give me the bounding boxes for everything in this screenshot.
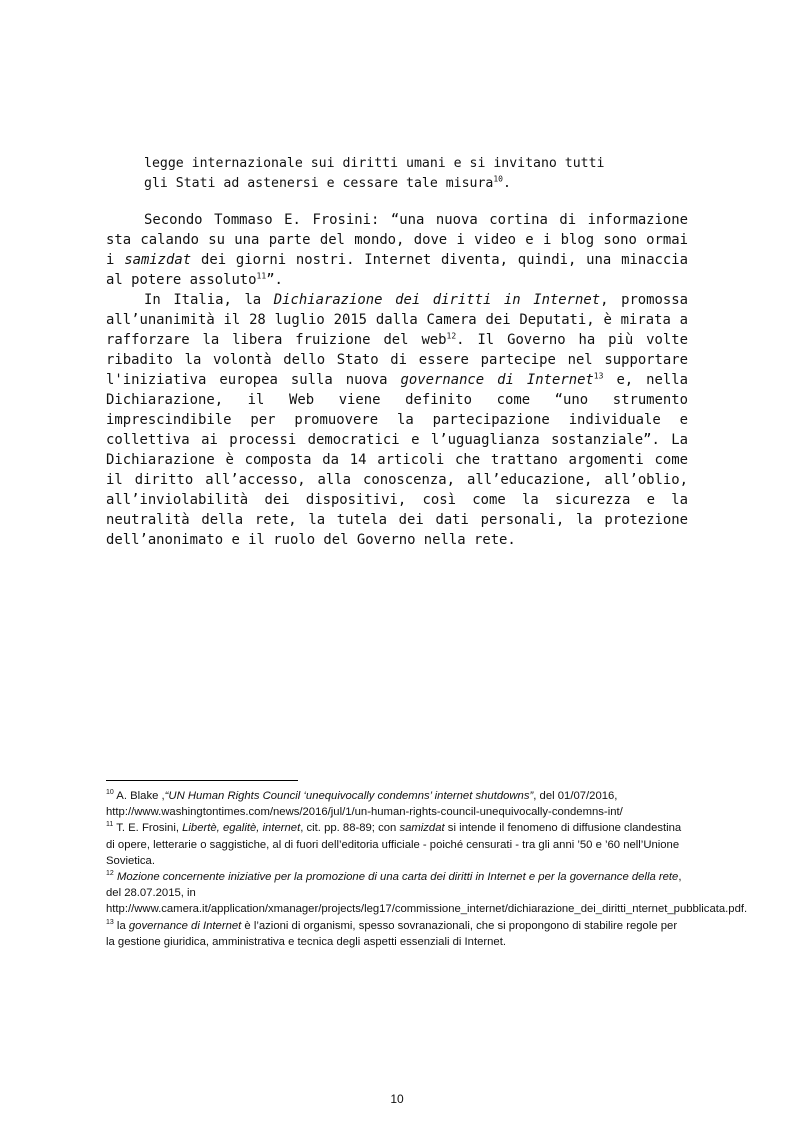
paragraph-dichiarazione: In Italia, la Dichiarazione dei diritti in Internet, promossa all’unanimità il 28 luglio 2015 dalla Camera dei Deputati, è mirata a rafforzare la libera fruizione del web$^{12}$. Il Governo ha più volte ribadito la volontà dello Stato di essere partecipe nel supportare l'iniziativa europea sulla nuova governance di Internet$^{13}$ e, nella Dichiarazione, il Web viene definito come “uno strumento imprescindibile per promuovere la partecipazione individuale e collettiva ai processi democratici e l’uguaglianza sostanziale”. La Dichiarazione è composta da 14 articoli che trattano argomenti come il diritto all’accesso, alla conoscenza, all’educazione, all’oblio, all’inviolabilità dei dispositivi, così come la sicurezza e la neutralità della rete, la tutela dei dati personali, la protezione dell’anonimato e il ruolo del Governo nella rete. xyxy=(106,292,688,548)
footnote-separator xyxy=(106,780,298,781)
footnote-ref-12[interactable]: 12 xyxy=(446,331,457,341)
page-number: 10 xyxy=(390,1092,404,1106)
paragraph-frosini: Secondo Tommaso E. Frosini: “una nuova cortina di informazione sta calando su una parte del mondo, dove i video e i blog sono ormai i samizdat dei giorni nostri. Internet diventa, quindi, una minaccia al potere assoluto$^{11}$”. xyxy=(106,212,689,288)
footnote-ref-11[interactable]: 11 xyxy=(256,271,267,281)
block-quote xyxy=(144,154,684,194)
footnote-13: $^{13}$ la governance di Internet è l’azioni di organismi, spesso sovranazionali, che si propongono di stabilire regole per la gestione giuridica, amministrativa e tecnica degli aspetti essenziali di Internet. xyxy=(106,918,678,948)
footnote-12: $^{12}$ Mozione concernente iniziative per la promozione di una carta dei diritti in Internet e per la governance della rete, del 28.07.2015, in http://www.camera.it/application/xmanager/projects/leg17/commissione_internet/dichiarazione_dei_diritti_nternet_pubblicata.pdf. xyxy=(106,870,748,916)
body-text xyxy=(106,210,688,550)
footnotes xyxy=(106,788,748,950)
footnote-ref-13[interactable]: 13 xyxy=(593,371,604,381)
footnote-11: $^{11}$ T. E. Frosini, Libertè, egalitè, internet, cit. pp. 88-89; con samizdat si intende il fenomeno di diffusione clandestina di opere, letterarie o saggistiche, al di fuori dell’editoria ufficiale - poiché censurati - tra gli anni ’50 e ’60 nell’Unione Sovietica. xyxy=(106,821,682,867)
footnote-ref-10[interactable]: 10 xyxy=(493,174,503,184)
footnote-10: $^{10}$ A. Blake ,“UN Human Rights Council ‘unequivocally condemns’ internet shutdowns”, del 01/07/2016, http://www.washingtontimes.com/news/2016/jul/1/un-human-rights-council-unequivocally-condemns-int/ xyxy=(106,789,623,819)
quote-line-1: legge internazionale sui diritti umani e si invitano tutti xyxy=(144,156,605,171)
quote-line-2: gli Stati ad astenersi e cessare tale misura$^{10}$. xyxy=(144,174,511,191)
